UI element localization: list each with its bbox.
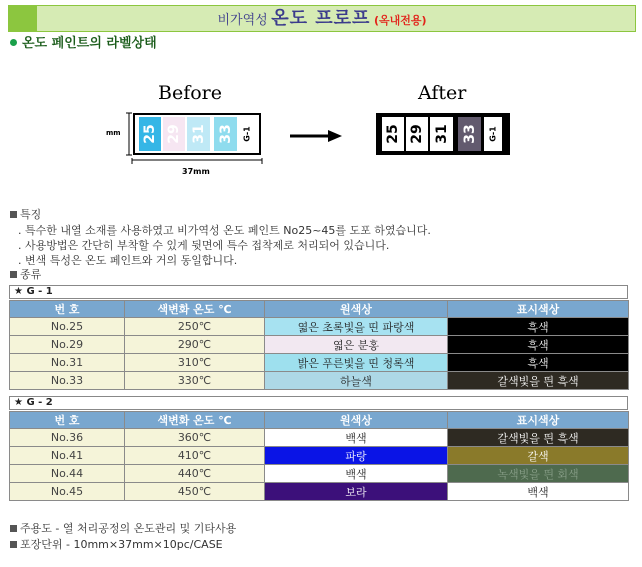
before-cell-29	[163, 117, 185, 151]
cell-no: No.45	[10, 483, 125, 501]
after-cell-g-1	[484, 117, 502, 151]
table-g2	[9, 411, 629, 501]
cell-no: No.44	[10, 465, 125, 483]
arrow-right-icon	[290, 130, 342, 142]
cell-original-color: 밝은 푸른빛을 띤 청록색	[265, 354, 448, 372]
col-header-temp: 색변화 온도 ℃	[125, 412, 265, 429]
title-main: 온도 프로프	[271, 8, 371, 29]
cell-temp: 290℃	[125, 336, 265, 354]
cell-value: 31	[190, 124, 207, 144]
cell-display-color: 갈색	[448, 447, 629, 465]
cell-display-color: 갈색빛을 띈 흑색	[448, 372, 629, 390]
before-cell-g-1	[238, 117, 256, 151]
cell-temp: 440℃	[125, 465, 265, 483]
packing-note: 포장단위 - 10mm×37mm×10pc/CASE	[10, 538, 223, 552]
cell-display-color: 갈색빛을 띈 흑색	[448, 429, 629, 447]
cell-value: 31	[433, 124, 450, 144]
cell-value: G-1	[488, 126, 498, 142]
width-label: 37mm	[182, 167, 210, 176]
cell-value: 29	[409, 124, 425, 144]
feature-line-3: . 변색 특성은 온도 페인트와 거의 동일합니다.	[18, 254, 238, 267]
header-bar	[8, 5, 636, 32]
cell-display-color: 흑색	[448, 354, 629, 372]
cell-display-color: 백색	[448, 483, 629, 501]
before-cell-33	[214, 117, 237, 151]
cell-no: No.31	[10, 354, 125, 372]
before-label: Before	[158, 82, 223, 104]
square-bullet-icon	[10, 211, 17, 218]
subtitle-text: 온도 페인트의 라벨상태	[22, 36, 157, 51]
cell-original-color: 엷은 초록빛을 띤 파랑색	[265, 318, 448, 336]
table-g1	[9, 300, 629, 390]
cell-temp: 310℃	[125, 354, 265, 372]
cell-value: 29	[166, 124, 182, 144]
cell-original-color: 하늘색	[265, 372, 448, 390]
after-cell-31	[430, 117, 453, 151]
cell-temp: 410℃	[125, 447, 265, 465]
col-header-no: 번 호	[10, 412, 125, 429]
height-label: mm	[106, 129, 121, 137]
cell-value: G-1	[242, 126, 252, 142]
table-row	[10, 483, 629, 501]
cell-value: 25	[142, 124, 158, 144]
cell-no: No.36	[10, 429, 125, 447]
col-header-original: 원색상	[265, 301, 448, 318]
cell-original-color: 파랑	[265, 447, 448, 465]
square-bullet-icon	[10, 541, 17, 548]
cell-temp: 250℃	[125, 318, 265, 336]
usage-note: 주용도 - 열 처리공정의 온도관리 및 기타사용	[10, 522, 236, 536]
cell-original-color: 백색	[265, 429, 448, 447]
col-header-temp: 색변화 온도 ℃	[125, 301, 265, 318]
table-row	[10, 354, 629, 372]
cell-no: No.41	[10, 447, 125, 465]
cell-display-color: 흑색	[448, 318, 629, 336]
col-header-original: 원색상	[265, 412, 448, 429]
section-subtitle	[10, 36, 157, 52]
table-header-row	[10, 412, 629, 429]
cell-original-color: 엷은 분홍	[265, 336, 448, 354]
cell-display-color: 흑색	[448, 336, 629, 354]
table-row	[10, 465, 629, 483]
square-bullet-icon	[10, 525, 17, 532]
after-label-strip	[376, 113, 510, 155]
after-cell-33	[458, 117, 481, 151]
cell-temp: 360℃	[125, 429, 265, 447]
bullet-dot-icon	[10, 39, 17, 46]
cell-no: No.33	[10, 372, 125, 390]
col-header-no: 번 호	[10, 301, 125, 318]
title-prefix: 비가역성	[217, 13, 268, 28]
after-cell-29	[406, 117, 428, 151]
cell-no: No.29	[10, 336, 125, 354]
before-cell-25	[139, 117, 161, 151]
title-suffix: (옥내전용)	[373, 14, 427, 27]
before-cell-31	[187, 117, 210, 151]
table-row	[10, 447, 629, 465]
table-row	[10, 429, 629, 447]
col-header-display: 표시색상	[448, 412, 629, 429]
table-row	[10, 318, 629, 336]
types-heading: 종류	[10, 268, 41, 282]
cell-display-color: 녹색빛을 띈 회색	[448, 465, 629, 483]
cell-value: 33	[217, 124, 234, 144]
cell-value: 33	[461, 124, 478, 144]
table-row	[10, 372, 629, 390]
before-label-strip	[133, 113, 261, 155]
cell-original-color: 보라	[265, 483, 448, 501]
group-label-g2: ★ G - 2	[9, 396, 628, 410]
square-bullet-icon	[10, 271, 17, 278]
group-label-g1: ★ G - 1	[9, 285, 628, 299]
feature-line-2: . 사용방법은 간단히 부착할 수 있게 뒷면에 특수 접착제로 처리되어 있습니다.	[18, 239, 390, 252]
after-label: After	[418, 82, 467, 104]
features-heading: 특징	[10, 208, 41, 222]
cell-temp: 450℃	[125, 483, 265, 501]
cell-original-color: 백색	[265, 465, 448, 483]
cell-no: No.25	[10, 318, 125, 336]
table-row	[10, 336, 629, 354]
page-title	[9, 6, 635, 31]
after-cell-25	[382, 117, 404, 151]
table-header-row	[10, 301, 629, 318]
cell-value: 25	[385, 124, 401, 144]
cell-temp: 330℃	[125, 372, 265, 390]
feature-line-1: . 특수한 내열 소재를 사용하였고 비가역성 온도 페인트 No25~45를 도포 하였습니다.	[18, 224, 431, 237]
col-header-display: 표시색상	[448, 301, 629, 318]
